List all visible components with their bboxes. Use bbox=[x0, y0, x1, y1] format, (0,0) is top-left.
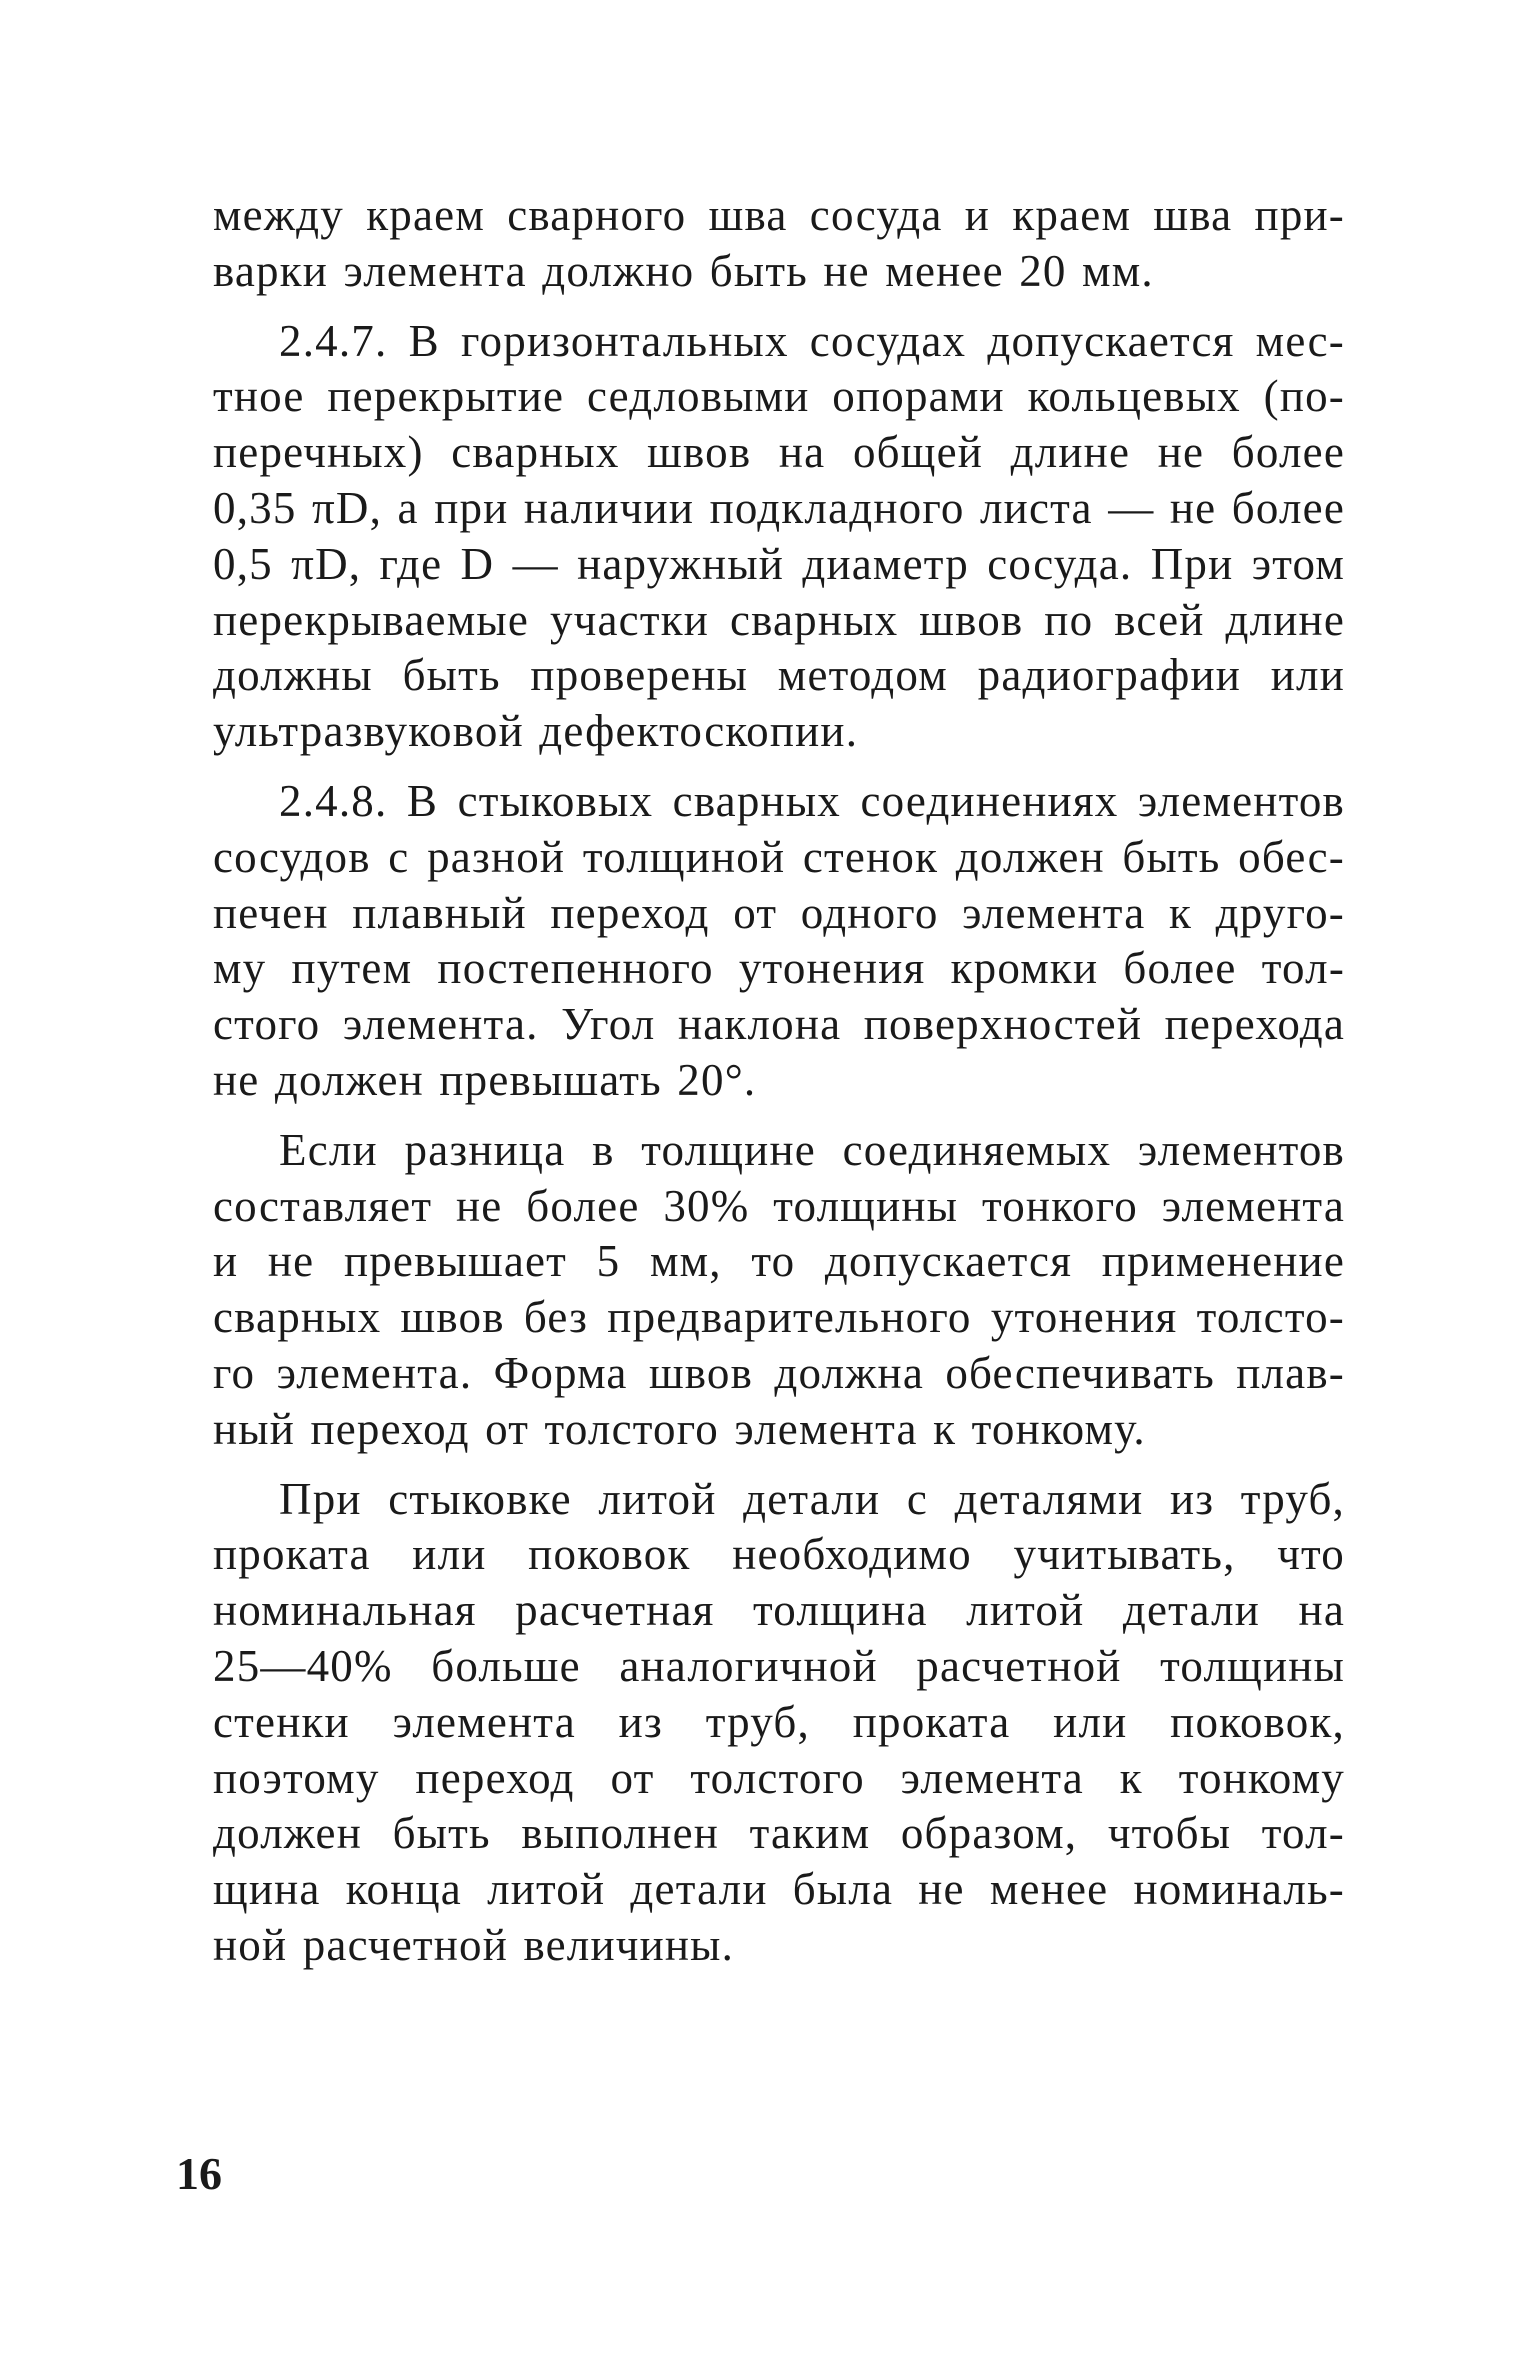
text-line: 25—40% больше аналогичной расчетной толщины bbox=[213, 1640, 1345, 1691]
text-line: ный переход от толстого элемента к тонкому. bbox=[213, 1403, 1146, 1454]
text-line: 2.4.8. В стыковых сварных соединениях элементов bbox=[279, 775, 1345, 826]
text-line: стенки элемента из труб, проката или поковок, bbox=[213, 1696, 1345, 1747]
paragraph-2-4-7 bbox=[213, 314, 1345, 760]
page-number: 16 bbox=[176, 2148, 222, 2199]
text-line: 0,5 πD, где D — наружный диаметр сосуда. При этом bbox=[213, 538, 1345, 589]
text-line: составляет не более 30% толщины тонкого элемента bbox=[213, 1180, 1345, 1231]
text-line: перечных) сварных швов на общей длине не более bbox=[213, 427, 1345, 478]
text-line: должны быть проверены методом радиографии или bbox=[213, 650, 1345, 701]
text-line: сварных швов без предварительного утонения толсто- bbox=[213, 1292, 1345, 1343]
text-line: между краем сварного шва сосуда и краем шва при- bbox=[213, 190, 1345, 240]
text-line: перекрываемые участки сварных швов по всей длине bbox=[213, 594, 1345, 645]
paragraph-thickness-difference bbox=[213, 1123, 1345, 1458]
text-line: му путем постепенного утонения кромки более тол- bbox=[213, 943, 1345, 994]
text-line: должен быть выполнен таким образом, чтобы тол- bbox=[213, 1808, 1345, 1859]
text-line: стого элемента. Угол наклона поверхностей перехода bbox=[213, 999, 1345, 1050]
text-line: ной расчетной величины. bbox=[213, 1919, 735, 1970]
text-line: варки элемента должно быть не менее 20 мм. bbox=[213, 245, 1154, 296]
text-line: номинальная расчетная толщина литой детали на bbox=[213, 1585, 1345, 1636]
text-line: При стыковке литой детали с деталями из труб, bbox=[279, 1473, 1345, 1524]
body-text bbox=[213, 188, 1345, 1974]
text-line: го элемента. Форма швов должна обеспечивать плав- bbox=[213, 1347, 1345, 1398]
paragraph-continuation bbox=[213, 188, 1345, 300]
text-line: печен плавный переход от одного элемента к друго- bbox=[213, 887, 1345, 938]
text-line: тное перекрытие седловыми опорами кольцевых (по- bbox=[213, 371, 1345, 422]
paragraph-2-4-8 bbox=[213, 774, 1345, 1109]
paragraph-cast-part-joining bbox=[213, 1472, 1345, 1974]
text-line: поэтому переход от толстого элемента к тонкому bbox=[213, 1752, 1345, 1803]
text-line: и не превышает 5 мм, то допускается применение bbox=[213, 1236, 1345, 1287]
text-line: Если разница в толщине соединяемых элементов bbox=[279, 1124, 1345, 1175]
text-line: проката или поковок необходимо учитывать, что bbox=[213, 1529, 1345, 1580]
text-line: ультразвуковой дефектоскопии. bbox=[213, 706, 859, 757]
text-line: не должен превышать 20°. bbox=[213, 1054, 757, 1105]
text-line: 0,35 πD, а при наличии подкладного листа — не более bbox=[213, 482, 1345, 533]
text-line: сосудов с разной толщиной стенок должен быть обес- bbox=[213, 831, 1345, 882]
text-line: щина конца литой детали была не менее номиналь- bbox=[213, 1864, 1345, 1915]
text-line: 2.4.7. В горизонтальных сосудах допускается мес- bbox=[279, 315, 1345, 366]
